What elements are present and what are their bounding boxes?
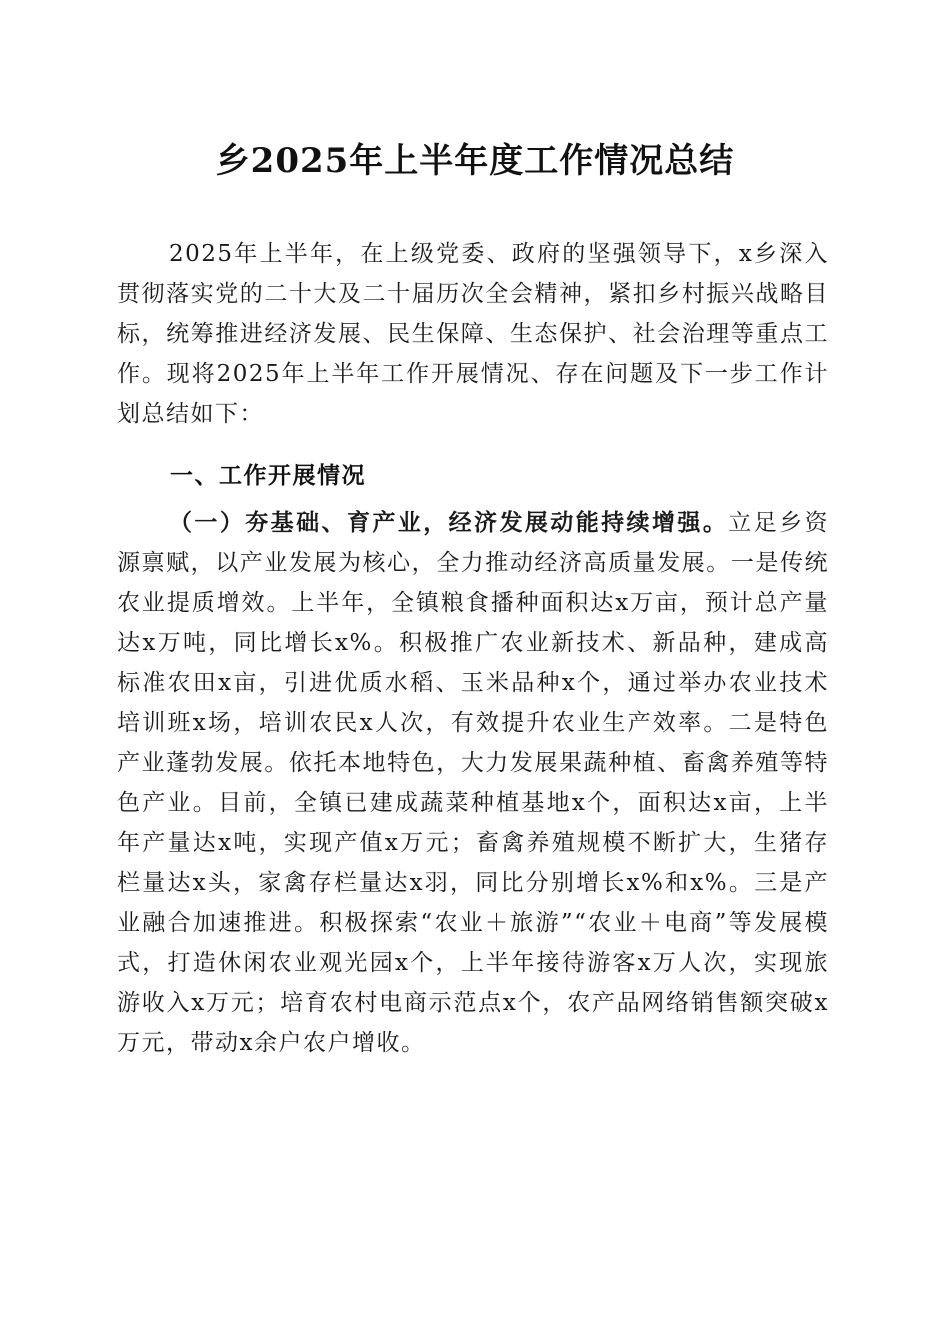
document-title: 乡2025年上半年度工作情况总结 — [215, 141, 735, 181]
subsection-paragraph — [117, 503, 829, 1063]
subsection-lead: （一）夯基础、育产业，经济发展动能持续增强。 — [169, 509, 729, 536]
section-heading: 一、工作开展情况 — [170, 463, 366, 489]
intro-paragraph: 2025年上半年，在上级党委、政府的坚强领导下，x乡深入贯彻落实党的二十大及二十届历次全会精神，紧扣乡村振兴战略目标，统筹推进经济发展、民生保障、生态保护、社会治理等重点工作。现将2025年上半年工作开展情况、存在问题及下一步工作计划总结如下： — [117, 241, 829, 427]
subsection-body: 立足乡资源禀赋，以产业发展为核心，全力推动经济高质量发展。一是传统农业提质增效。上半年，全镇粮食播种面积达x万亩，预计总产量达x万吨，同比增长x%。积极推广农业新技术、新品种，建成高标准农田x亩，引进优质水稻、玉米品种x个，通过举办农业技术培训班x场，培训农民x人次，有效提升农业生产效率。二是特色产业蓬勃发展。依托本地特色，大力发展果蔬种植、畜禽养殖等特色产业。目前，全镇已建成蔬菜种植基地x个，面积达x亩，上半年产量达x吨，实现产值x万元；畜禽养殖规模不断扩大，生猪存栏量达x头，家禽存栏量达x羽，同比分别增长x%和x%。三是产业融合加速推进。积极探索“农业＋旅游”“农业＋电商”等发展模式，打造休闲农业观光园x个，上半年接待游客x万人次，实现旅游收入x万元；培育农村电商示范点x个，农产品网络销售额突破x万元，带动x余户农户增收。 — [117, 510, 830, 1056]
